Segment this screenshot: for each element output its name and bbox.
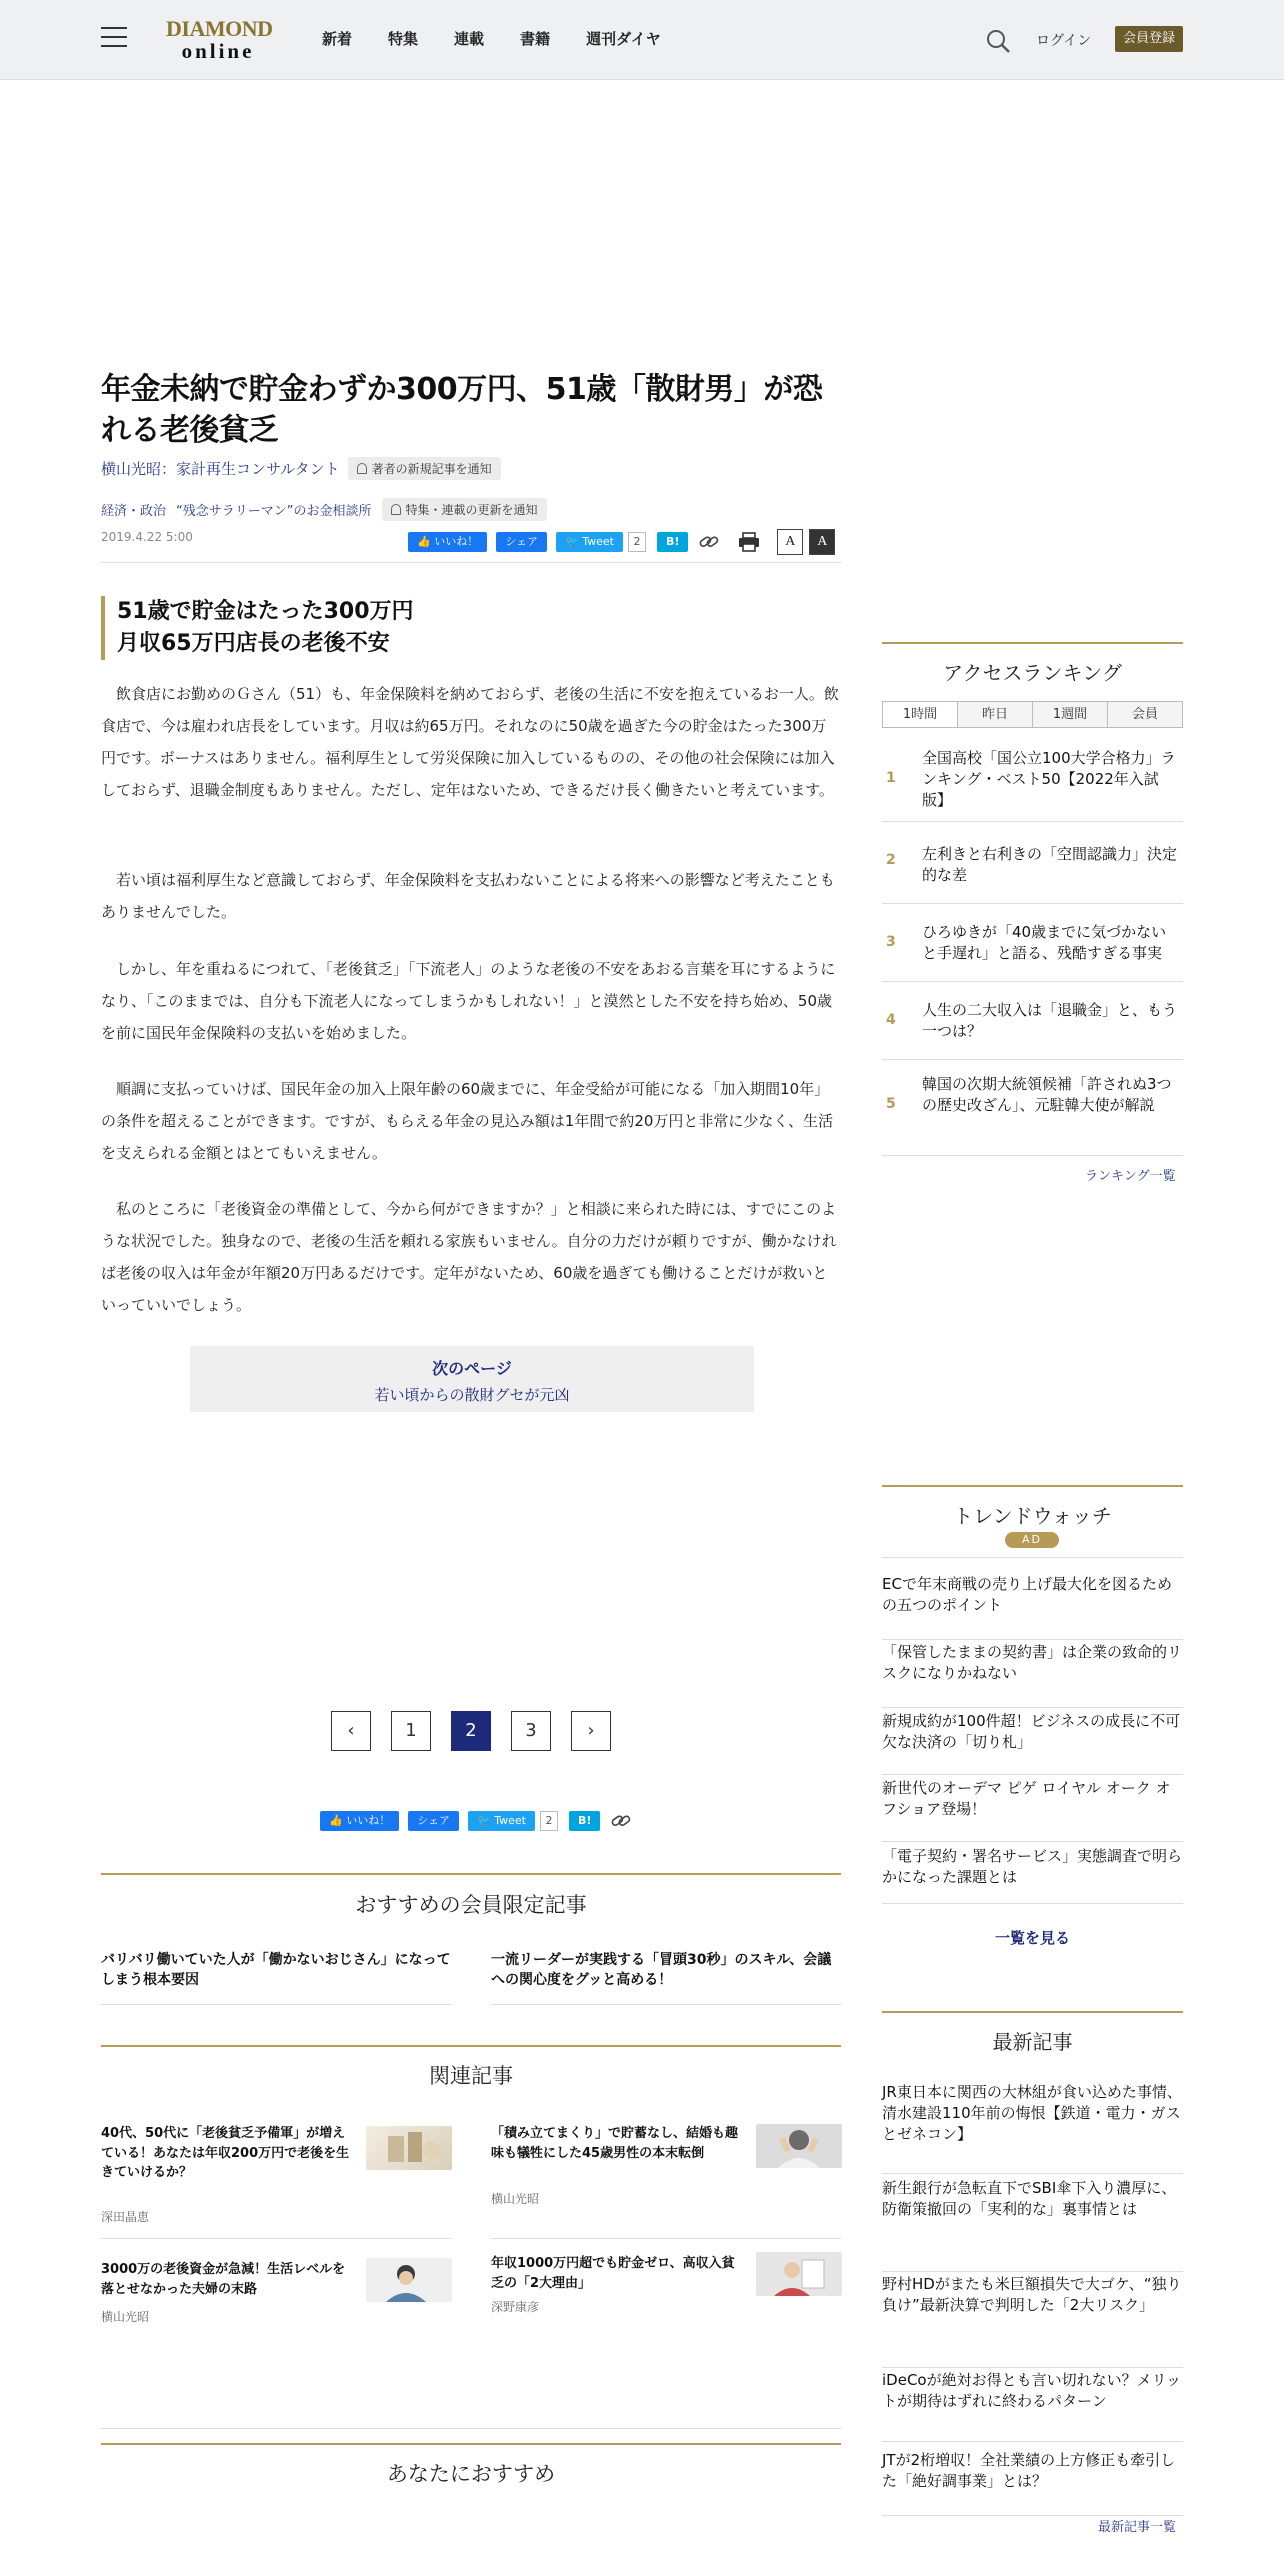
font-size-small-button[interactable]: A xyxy=(777,529,803,555)
trend-item-5[interactable]: 「電子契約・署名サービス」実態調査で明らかになった課題とは xyxy=(882,1846,1183,1904)
ranking-number: 4 xyxy=(886,1012,896,1028)
related-bottom-separator xyxy=(101,2428,841,2429)
ranking-item-2[interactable] xyxy=(882,822,1183,904)
tweet-count: 2 xyxy=(628,532,646,552)
tweet-button[interactable]: 🐦 Tweet xyxy=(468,1811,535,1831)
site-header xyxy=(0,0,1284,80)
ranking-item-4[interactable] xyxy=(882,982,1183,1060)
facebook-like-button[interactable]: 👍 いいね！ xyxy=(320,1811,399,1831)
site-logo[interactable] xyxy=(166,16,273,63)
related-item-3-author: 横山光昭 xyxy=(101,2310,150,2324)
article-subhead xyxy=(101,596,841,660)
trend-item-2[interactable]: 「保管したままの契約書」は企業の致命的リスクになりかねない xyxy=(882,1642,1183,1708)
related-item-4-thumbnail[interactable] xyxy=(756,2252,842,2296)
author-link[interactable]: 横山光昭：家計再生コンサルタント xyxy=(101,460,340,478)
related-item-3-title[interactable]: 3000万の老後資金が急減！生活レベルを落とせなかった夫婦の末路 xyxy=(101,2262,346,2297)
category-link[interactable]: 経済・政治 xyxy=(101,504,167,519)
ranking-tabs xyxy=(882,701,1183,728)
prev-page-button[interactable]: ‹ xyxy=(331,1711,371,1751)
ranking-number: 2 xyxy=(886,852,896,868)
tab-1hour[interactable]: 1時間 xyxy=(883,702,958,727)
ranking-text[interactable]: ひろゆきが「40歳までに気づかないと手遅れ」と語る、残酷すぎる事実 xyxy=(922,923,1167,962)
header-divider xyxy=(101,562,841,563)
latest-more-link[interactable]: 最新記事一覧 xyxy=(1098,2520,1177,2535)
tab-yesterday[interactable]: 昨日 xyxy=(958,702,1033,727)
ranking-number: 5 xyxy=(886,1096,896,1112)
next-page-button[interactable]: › xyxy=(571,1711,611,1751)
ad-badge: AD xyxy=(1005,1532,1059,1548)
ranking-text[interactable]: 人生の二大収入は「退職金」と、もう一つは？ xyxy=(922,1001,1178,1040)
print-icon[interactable] xyxy=(737,532,761,552)
pagination xyxy=(331,1711,631,1751)
subhead-line1: 51歳で貯金はたった300万円 xyxy=(117,599,414,624)
nav-item-features[interactable]: 特集 xyxy=(388,30,419,48)
page-2-button[interactable]: 2 xyxy=(451,1711,491,1751)
trend-title: トレンドウォッチ xyxy=(953,1504,1112,1528)
menu-icon[interactable] xyxy=(101,27,127,49)
for-you-title: あなたにおすすめ xyxy=(386,2462,556,2486)
ranking-title: アクセスランキング xyxy=(943,661,1122,685)
nav-item-weekly[interactable]: 週刊ダイヤ xyxy=(586,30,661,48)
ranking-more-link[interactable]: ランキング一覧 xyxy=(1085,1169,1176,1184)
related-item-4-author: 深野康彦 xyxy=(491,2300,540,2314)
paragraph-3: しかし、年を重ねるにつれて、「老後貧乏」「下流老人」のような老後の不安をあおる言葉を耳にするようになり、「このままでは、自分も下流老人になってしまうかもしれない！」と漠然とした不安を持ち始め、50歳を前に国民年金保険料の支払いを始めました。 xyxy=(101,960,836,1042)
related-item-2-thumbnail[interactable] xyxy=(756,2124,842,2168)
tweet-count: 2 xyxy=(540,1811,558,1831)
tweet-label: Tweet xyxy=(494,1814,526,1827)
ranking-item-5[interactable] xyxy=(882,1060,1183,1156)
ranking-item-3[interactable] xyxy=(882,904,1183,982)
related-separator xyxy=(101,2238,451,2239)
trend-item-3[interactable]: 新規成約が100件超！ビジネスの成長に不可欠な決済の「切り札」 xyxy=(882,1711,1183,1775)
follow-series-label: 特集・連載の更新を通知 xyxy=(405,503,538,517)
follow-series-button[interactable] xyxy=(382,498,547,521)
publish-date: 2019.4.22 5:00 xyxy=(101,530,193,544)
facebook-share-button[interactable]: シェア xyxy=(496,532,547,552)
latest-divider xyxy=(882,2011,1183,2013)
ranking-text[interactable]: 左利きと右利きの「空間認識力」決定的な差 xyxy=(922,845,1178,884)
font-size-large-button[interactable]: A xyxy=(809,529,835,555)
share-bar-top xyxy=(408,529,841,555)
follow-author-button[interactable] xyxy=(348,457,501,480)
latest-title: 最新記事 xyxy=(992,2030,1073,2054)
bell-icon xyxy=(357,463,367,474)
related-item-3-thumbnail[interactable] xyxy=(366,2258,452,2302)
for-you-divider xyxy=(101,2443,841,2445)
subhead-line2: 月収65万円店長の老後不安 xyxy=(117,630,390,656)
recommended-title: おすすめの会員限定記事 xyxy=(355,1893,587,1917)
like-label: いいね！ xyxy=(346,1814,391,1827)
latest-item-5[interactable]: JTが2桁増収！全社業績の上方修正も牽引した「絶好調事業」とは？ xyxy=(882,2450,1183,2516)
series-link[interactable]: “残念サラリーマン”のお金相談所 xyxy=(176,504,372,519)
trend-more-link[interactable]: 一覧を見る xyxy=(994,1929,1070,1947)
paragraph-5: 私のところに「老後資金の準備として、今から何ができますか？」と相談に来られた時には、すでにこのような状況でした。独身なので、老後の生活を頼れる家族もいません。自分の力だけが頼りですが、働かなければ老後の収入は年金が年額20万円あるだけです。定年がないため、60歳を過ぎても働けることだけが救いといっていいでしょう。 xyxy=(101,1200,837,1314)
page-3-button[interactable]: 3 xyxy=(511,1711,551,1751)
register-button[interactable]: 会員登録 xyxy=(1115,26,1183,52)
recommended-item-2[interactable]: 一流リーダーが実践する「冒頭30秒」のスキル、会議への関心度をグッと高める！ xyxy=(491,1952,832,1989)
search-icon[interactable] xyxy=(985,28,1011,54)
related-item-1-thumbnail[interactable] xyxy=(366,2126,452,2170)
paragraph-2: 若い頃は福利厚生など意識しておらず、年金保険料を支払わないことによる将来への影響など考えたこともありませんでした。 xyxy=(101,871,835,921)
nav-item-books[interactable]: 書籍 xyxy=(520,30,551,48)
ranking-number: 3 xyxy=(886,934,896,950)
related-item-1-author: 深田晶恵 xyxy=(101,2210,150,2224)
trend-item-1[interactable]: ECで年末商戦の売り上げ最大化を図るための五つのポイント xyxy=(882,1574,1183,1640)
recommended-item-1[interactable]: バリバリ働いていた人が「働かないおじさん」になってしまう根本要因 xyxy=(101,1952,451,1989)
nav-item-new[interactable]: 新着 xyxy=(322,30,353,48)
latest-item-1[interactable]: JR東日本に関西の大林組が食い込めた事情、清水建設110年前の悔恨【鉄道・電力・ガスとゼネコン】 xyxy=(882,2082,1183,2174)
trend-item-4[interactable]: 新世代のオーデマ ピゲ ロイヤル オーク オフショア登場！ xyxy=(882,1778,1183,1842)
paragraph-4: 順調に支払っていけば、国民年金の加入上限年齢の60歳までに、年金受給が可能になる「加入期間10年」の条件を超えることができます。ですが、もらえる年金の見込み額は1年間で約20万円と非常に少なく、生活を支えられる金額とはとてもいえません。 xyxy=(101,1080,834,1162)
logo-line2: online xyxy=(181,39,255,63)
paragraph-1: 飲食店にお勤めのＧさん（51）も、年金保険料を納めておらず、老後の生活に不安を抱えているお一人。飲食店で、今は雇われ店長をしています。月収は約65万円。それなのに50歳を過ぎた今の貯金はたった300万円です。ボーナスはありません。福利厚生として労災保険に加入しているものの、その他の社会保険には加入しておらず、退職金制度もありません。ただし、定年はないため、できるだけ長く働きたいと考えています。 xyxy=(101,685,839,799)
next-page-label: 次のページ xyxy=(432,1359,512,1378)
related-item-2-title[interactable]: 「積み立てまくり」で貯蓄なし、結婚も趣味も犠牲にした45歳男性の本末転倒 xyxy=(491,2126,739,2161)
trend-top-separator xyxy=(882,1557,1183,1558)
next-page-box[interactable] xyxy=(190,1346,754,1412)
category-row xyxy=(101,498,547,521)
ranking-divider xyxy=(882,642,1183,644)
ranking-item-1[interactable] xyxy=(882,740,1183,822)
related-title: 関連記事 xyxy=(429,2064,513,2088)
recommended-separator xyxy=(101,2004,451,2005)
tweet-button[interactable]: 🐦 Tweet xyxy=(556,532,623,552)
related-item-2-author: 横山光昭 xyxy=(491,2192,540,2206)
ranking-text[interactable]: 全国高校「国公立100大学合格力」ランキング・ベスト50【2022年入試版】 xyxy=(922,749,1176,809)
logo-line1: DIAMOND xyxy=(166,16,273,41)
trend-divider xyxy=(882,1485,1183,1487)
article-title: 年金未納で貯金わずか300万円、51歳「散財男」が恐れる老後貧乏 xyxy=(101,372,823,448)
hatena-bookmark-button[interactable]: B! xyxy=(569,1811,600,1831)
hatena-bookmark-button[interactable]: B! xyxy=(657,532,688,552)
facebook-like-button[interactable]: 👍 いいね！ xyxy=(408,532,487,552)
page-1-button[interactable]: 1 xyxy=(391,1711,431,1751)
recommended-separator xyxy=(491,2004,841,2005)
copy-link-icon[interactable] xyxy=(609,1811,633,1831)
copy-link-icon[interactable] xyxy=(697,532,721,552)
global-nav xyxy=(322,28,697,49)
author-row xyxy=(101,457,501,480)
ranking-text[interactable]: 韓国の次期大統領候補「許されぬ3つの歴史改ざん」、元駐韓大使が解説 xyxy=(922,1075,1172,1114)
tab-1week[interactable]: 1週間 xyxy=(1033,702,1108,727)
facebook-share-button[interactable]: シェア xyxy=(408,1811,459,1831)
related-divider xyxy=(101,2045,841,2047)
share-bar-bottom xyxy=(320,1811,649,1831)
ranking-number: 1 xyxy=(886,770,896,786)
bell-icon xyxy=(391,504,401,515)
related-item-4-title[interactable]: 年収1000万円超でも貯金ゼロ、高収入貧乏の「2大理由」 xyxy=(491,2256,735,2291)
tweet-label: Tweet xyxy=(582,535,614,548)
like-label: いいね！ xyxy=(434,535,479,548)
tab-members[interactable]: 会員 xyxy=(1108,702,1182,727)
recommended-divider xyxy=(101,1873,841,1875)
follow-author-label: 著者の新規記事を通知 xyxy=(371,462,492,476)
related-item-1-title[interactable]: 40代、50代に「老後貧乏予備軍」が増えている！あなたは年収200万円で老後を生きていけるか？ xyxy=(101,2126,350,2180)
related-separator xyxy=(491,2238,841,2239)
latest-item-2[interactable]: 新生銀行が急転直下でSBI傘下入り濃厚に、防衛策撤回の「実利的な」裏事情とは xyxy=(882,2178,1183,2272)
login-link[interactable]: ログイン xyxy=(1036,33,1092,49)
nav-item-series[interactable]: 連載 xyxy=(454,30,485,48)
latest-item-4[interactable]: iDeCoが絶対お得とも言い切れない？メリットが期待はずれに終わるパターン xyxy=(882,2370,1183,2442)
latest-item-3[interactable]: 野村HDがまたも米巨額損失で大ゴケ、“独り負け”最新決算で判明した「2大リスク」 xyxy=(882,2274,1183,2368)
next-page-title: 若い頃からの散財グセが元凶 xyxy=(374,1386,570,1404)
